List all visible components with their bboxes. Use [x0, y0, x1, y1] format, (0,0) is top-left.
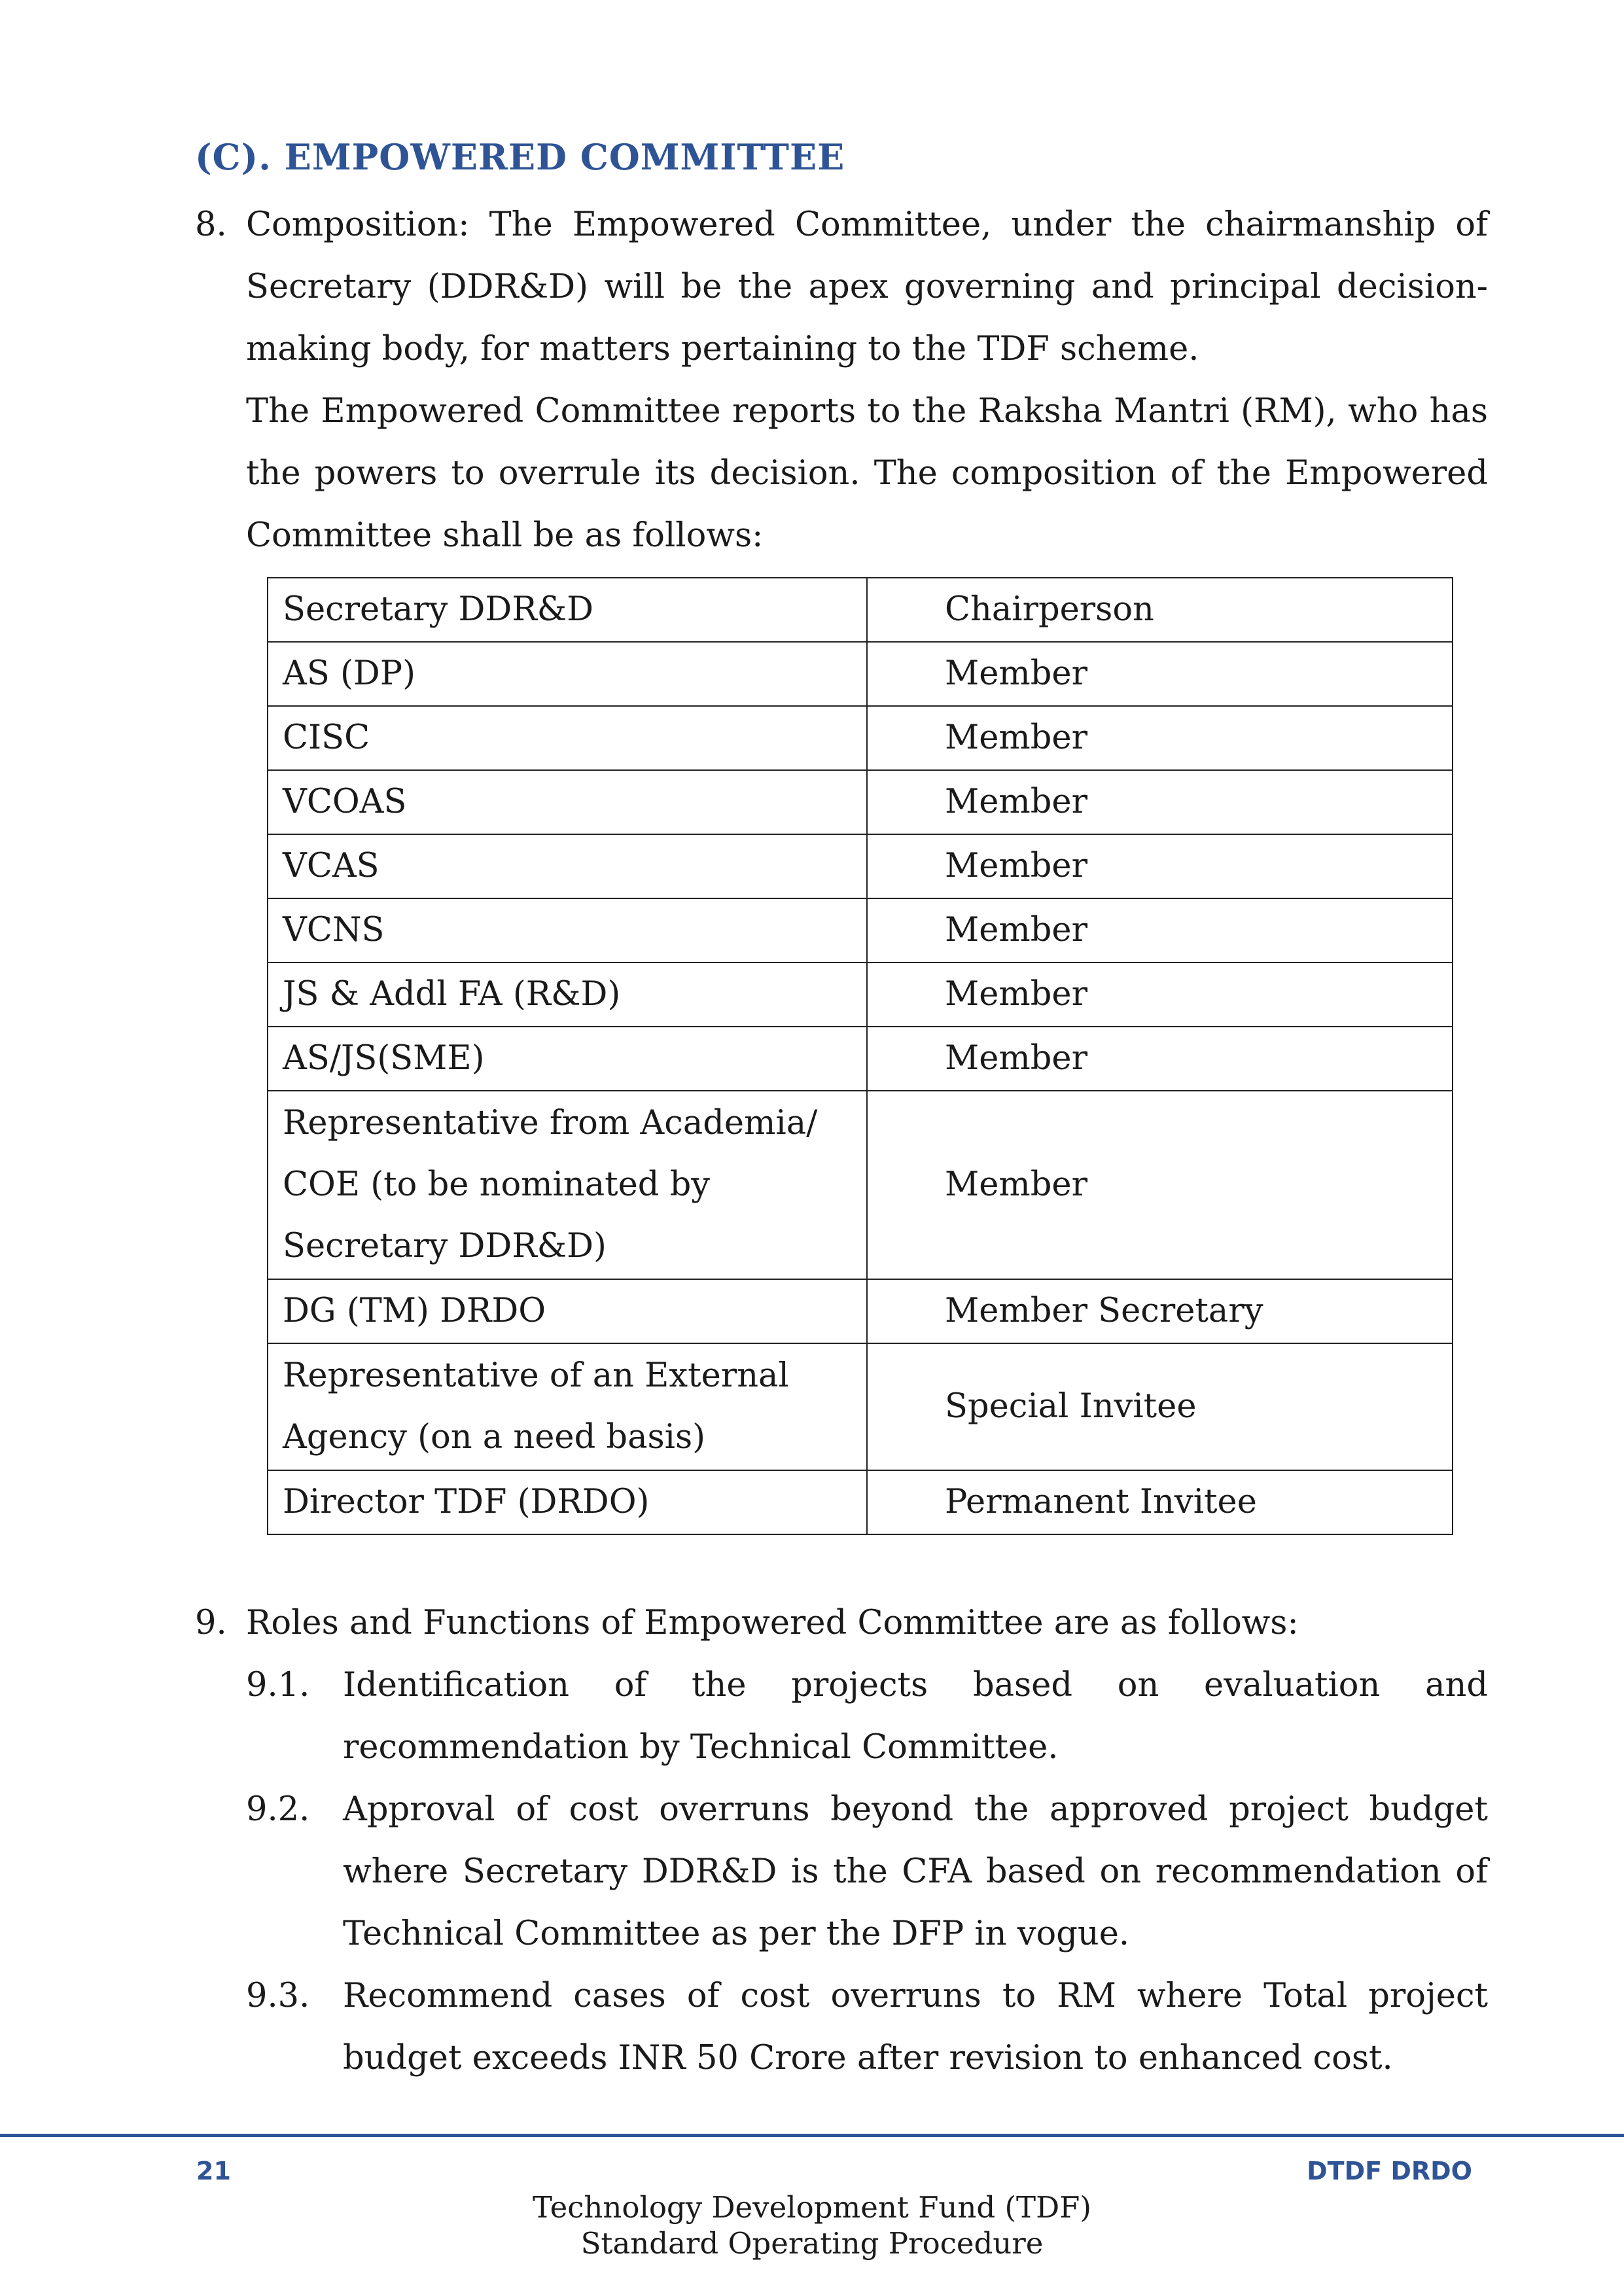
item-9-intro: Roles and Functions of Empowered Committee are as follows:	[246, 1604, 1299, 1642]
table-row	[268, 706, 1453, 770]
footer-title-line-1: Technology Development Fund (TDF)	[533, 2190, 1091, 2225]
item-9-number: 9.	[195, 1604, 227, 1642]
table-row	[268, 642, 1453, 706]
table-row	[268, 578, 1453, 642]
footer-divider	[0, 2134, 1624, 2137]
item-8-number: 8.	[195, 205, 227, 244]
member-cell: AS (DP)	[268, 642, 867, 706]
table-row	[268, 770, 1453, 834]
subitem-text: Recommend cases of cost overruns to RM where Total project budget exceeds INR 50 Crore after revision to enhanced cost.	[343, 1977, 1488, 2077]
role-cell: Member	[867, 898, 1453, 963]
subitem-number: 9.2.	[246, 1790, 310, 1829]
subitem-9-3	[246, 1965, 1488, 2089]
subitem-text: Approval of cost overruns beyond the approved project budget where Secretary DDR&D is the CFA based on recommendation of Technical Committee as per the DFP in vogue.	[343, 1790, 1488, 1953]
member-cell: VCNS	[268, 898, 867, 963]
table-row	[268, 963, 1453, 1027]
role-cell: Member	[867, 1091, 1453, 1279]
subitem-number: 9.1.	[246, 1666, 310, 1704]
role-cell: Member	[867, 963, 1453, 1027]
footer-title-line-2: Standard Operating Procedure	[580, 2226, 1044, 2261]
subitem-9-2	[246, 1778, 1488, 1965]
table-row	[268, 1091, 1453, 1279]
subitem-text: Identification of the projects based on evaluation and recommendation by Technical Committee.	[343, 1666, 1488, 1767]
role-cell: Member	[867, 706, 1453, 770]
item-9	[195, 1592, 1488, 2089]
table-row	[268, 1027, 1453, 1091]
role-cell: Member	[867, 834, 1453, 898]
member-cell: DG (TM) DRDO	[268, 1279, 867, 1343]
member-cell: Representative from Academia/ COE (to be nominated by Secretary DDR&D)	[268, 1091, 867, 1279]
role-cell: Member	[867, 642, 1453, 706]
table-row	[268, 1343, 1453, 1470]
subitem-9-1	[246, 1654, 1488, 1778]
table-row	[268, 1470, 1453, 1534]
footer-document-title	[0, 2189, 1624, 2261]
item-8-paragraph-1: Composition: The Empowered Committee, under the chairmanship of Secretary (DDR&D) will be the apex governing and principal decision-making body, for matters pertaining to the TDF scheme.	[246, 205, 1488, 368]
footer-org-label: DTDF DRDO	[1307, 2157, 1472, 2185]
table-row	[268, 898, 1453, 963]
item-8	[195, 194, 1488, 567]
member-cell: VCOAS	[268, 770, 867, 834]
role-cell: Member	[867, 1027, 1453, 1091]
role-cell: Special Invitee	[867, 1343, 1453, 1470]
member-cell: CISC	[268, 706, 867, 770]
role-cell: Chairperson	[867, 578, 1453, 642]
role-cell: Member Secretary	[867, 1279, 1453, 1343]
page-number: 21	[196, 2157, 231, 2185]
table-row	[268, 1279, 1453, 1343]
member-cell: Director TDF (DRDO)	[268, 1470, 867, 1534]
role-cell: Permanent Invitee	[867, 1470, 1453, 1534]
section-heading: (C). EMPOWERED COMMITTEE	[195, 136, 845, 178]
member-cell: Representative of an External Agency (on a need basis)	[268, 1343, 867, 1470]
member-cell: JS & Addl FA (R&D)	[268, 963, 867, 1027]
composition-table	[267, 577, 1453, 1535]
item-8-paragraph-2: The Empowered Committee reports to the Raksha Mantri (RM), who has the powers to overrule its decision. The composition of the Empowered Committee shall be as follows:	[246, 392, 1488, 555]
table-row	[268, 834, 1453, 898]
member-cell: VCAS	[268, 834, 867, 898]
role-cell: Member	[867, 770, 1453, 834]
member-cell: AS/JS(SME)	[268, 1027, 867, 1091]
subitem-number: 9.3.	[246, 1977, 310, 2015]
member-cell: Secretary DDR&D	[268, 578, 867, 642]
